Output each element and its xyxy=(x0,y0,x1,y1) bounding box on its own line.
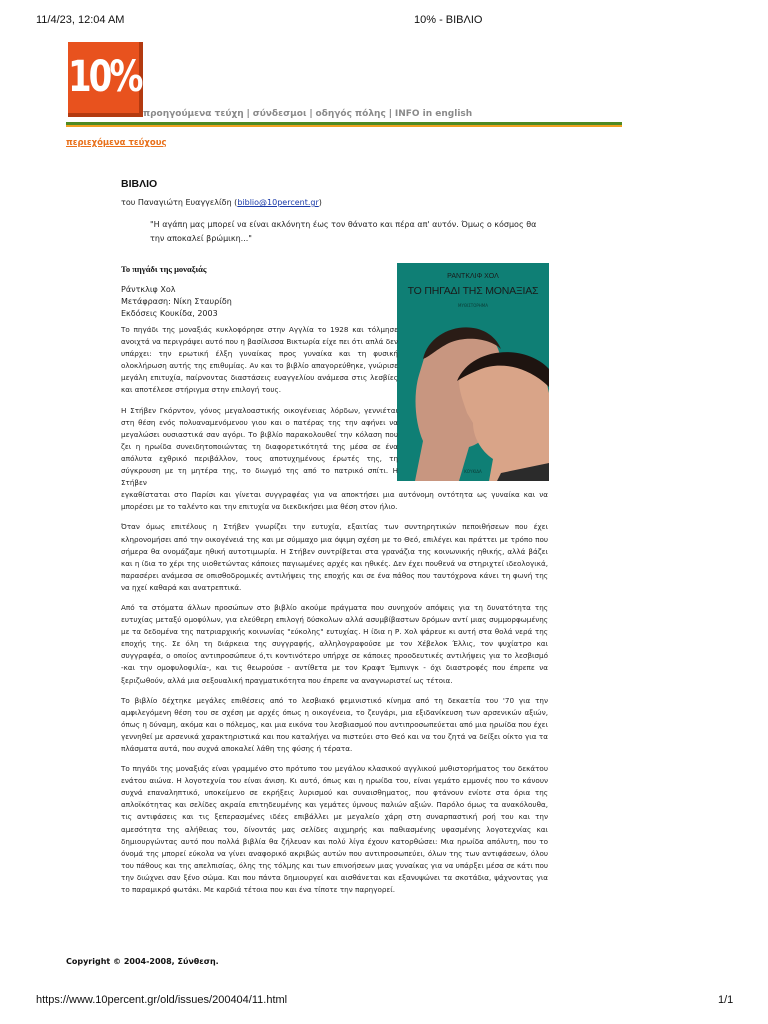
byline-suffix: ) xyxy=(318,198,322,207)
print-header-title: 10% - ΒΙΒΛΙΟ xyxy=(414,14,483,26)
nav-separator: | xyxy=(388,109,392,119)
nav-links[interactable]: σύνδεσμοι xyxy=(252,109,307,119)
site-logo[interactable] xyxy=(68,42,143,117)
nav-info-english[interactable]: INFO in english xyxy=(394,109,473,119)
nav-separator: | xyxy=(309,109,313,119)
book-author: Ράντκλιφ Χολ xyxy=(121,285,176,294)
nav-separator: | xyxy=(246,109,250,119)
cover-publisher: ΚΟΥΚΙΔΑ xyxy=(464,469,482,474)
author-email-link[interactable]: biblio@10percent.gr xyxy=(237,198,319,207)
byline-prefix: του Παναγιώτη Ευαγγελίδη ( xyxy=(121,198,238,207)
article-paragraph: Η Στήβεν Γκόρντον, γόνος μεγαλοαστικής οικογένειας λόρδων, γεννιέται στη θέση ενός πολυαναμενόμενου γιου και ο πατέρας της την αφήνει να μεγαλώσει ουσιαστικά σαν αγόρι. Το βιβλίο παρακολουθεί την κόλαση που ζει η ηρωίδα συνειδητοποιώντας τη διαφορετικότητά της μέσα σε ένα απόλυτα εχθρικό περιβάλλον, τους αποτυχημένους έρωτές της, τη σύγκρουση με τη μητέρα της, το διωγμό της από το πατρικό σπίτι. Η Στήβεν xyxy=(121,405,398,488)
book-translation: Μετάφραση: Νίκη Σταυρίδη xyxy=(121,297,232,306)
cover-title: ΤΟ ΠΗΓΑΔΙ ΤΗΣ ΜΟΝΑΞΙΑΣ xyxy=(407,285,539,297)
book-meta xyxy=(121,284,232,320)
copyright-notice: Copyright © 2004-2008, Σύνθεση. xyxy=(66,957,219,966)
header-rule-orange xyxy=(66,125,622,127)
nav-previous-issues[interactable]: προηγούμενα τεύχη xyxy=(143,109,244,119)
epigraph-quote: "Η αγάπη μας μπορεί να είναι ακλόνητη έως τον θάνατο και πέρα απ' αυτόν. Όμως ο κόσμος θα την αποκαλεί βρώμικη..." xyxy=(150,220,537,243)
article-paragraph: Το βιβλίο δέχτηκε μεγάλες επιθέσεις από το λεσβιακό φεμινιστικό κίνημα από τη δεκαετία του '70 για την αμφιλεγόμενη θέση του σε σχέση με αρχές όπως η οικογένεια, το ζευγάρι, μια εξιδανίκευση των αρσενικών αξιών, όπως η δύναμη, ακόμα και ο πόλεμος, και μια εικόνα του λεσβιασμού που αντιπροσωπεύεται από μια ηρωίδα που έχει γεννηθεί με αρσενικά χαρακτηριστικά και που καταλήγει να πιστεύει στο Θεό και να του ζητά να δείξει οίκτο για τα πλάσματα αυτά, που συχνά αποκαλεί λάθη της φύσης ή τέρατα. xyxy=(121,695,548,753)
nav-city-guide[interactable]: οδηγός πόλης xyxy=(315,109,386,119)
issue-contents-link[interactable]: περιεχόμενα τεύχους xyxy=(66,138,167,148)
byline xyxy=(121,198,322,207)
logo-text: 10% xyxy=(68,52,141,102)
cover-subtitle: ΜΥΘΙΣΤΟΡΗΜΑ xyxy=(458,303,488,308)
print-header-datetime: 11/4/23, 12:04 AM xyxy=(36,14,125,26)
cover-author: ΡΑΝΤΚΛΙΦ ΧΟΛ xyxy=(447,273,499,280)
article-body xyxy=(121,324,548,904)
article-paragraph: Όταν όμως επιτέλους η Στήβεν γνωρίζει την ευτυχία, εξαιτίας των συντηρητικών πεποιθήσεων που έχει κληρονομήσει από την οικογένειά της και με σύμμαχο μια όψιμη σχέση με το Θεό, επιλέγει και πράττει με τρόπο που σήμερα θα ονομάζαμε ηθική αυτοτιμωρία. Η Στήβεν συντρίβεται στα γρανάζια της κοινωνικής ηθικής, αλλά βάζει και η ίδια το χέρι της υιοθετώντας κάποιες παγιωμένες αρχές και ηθικές. Δεν έχει πουθενά να στηριχτεί ιδεολογικά, παρασέρει ανάμεσα σε οπισθοδρομικές αντιλήψεις της εποχής και σε ένα πάθος που ταυτόχρονα κάνει τη φωνή της να ηχεί καθαρά και ανατρεπτικά. xyxy=(121,522,548,592)
book-title: Το πηγάδι της μοναξιάς xyxy=(121,264,207,274)
book-publisher: Εκδόσεις Κουκίδα, 2003 xyxy=(121,309,218,318)
article-paragraph: Από τα στόματα άλλων προσώπων στο βιβλίο ακούμε πράγματα που συνηχούν απόψεις για τη δυνατότητα της ευτυχίας μεταξύ ομοφύλων, για ελεύθερη επιλογή δύσκολων αλλά ασυμβίβαστων δρόμων αντί μιας συμμορφωμένης με τα δεδομένα της πατριαρχικής κοινωνίας "εύκολης" ευτυχίας. Η ίδια η Ρ. Χολ ψάρευε κι αυτή στα θολά νερά της εποχής της. Σε όλη τη διάρκεια της συγγραφής, αλληλογραφούσε με τον Χέβελοκ Έλλις, τον ψυχίατρο και συγγραφέα, ο οποίος αντιπροσώπευε ό,τι κοντινότερο υπήρχε σε κάποιες προοδευτικές αντιλήψεις για το λεσβισμό -και την ομοφυλοφιλία-, και τις θεωρούσε - αντίθετα με τον Κραφτ Έμπινγκ - όχι διαστροφές που έπρεπε να ξεριζωθούν, αλλά μια σεξουαλική πραγματικότητα που έπρεπε να αναγνωριστεί ως τέτοια. xyxy=(121,602,548,685)
article-paragraph: εγκαθίσταται στο Παρίσι και γίνεται συγγραφέας για να αποκτήσει μια αυτόνομη οντότητα ως γυναίκα και να μπορέσει με το ταλέντο και την επιτυχία να διεκδικήσει μια θέση στον ήλιο. xyxy=(121,490,548,512)
top-navigation xyxy=(143,109,472,119)
article-paragraph: Το πηγάδι της μοναξιάς είναι γραμμένο στο πρότυπο του μεγάλου κλασικού αγγλικού μυθιστορήματος του δεκάτου ενάτου αιώνα. Η λογοτεχνία του είναι άνιση. Κι αυτό, όπως και η ηρωίδα του, είναι γεμάτο εμμονές που το κάνουν συχνά επαναληπτικό, υποκείμενο σε εκρήξεις λυρισμού και συναισθηματος, που φτάνουν ενίοτε στα όρια της απλοϊκότητας και σελίδες ακραία επιτηδευμένης και γεμάτες ύμνους παλιών αξιών. Παρόλο όμως τα ανακόλουθα, τις αντιφάσεις και τις ξεπερασμένες ιδέες επιβάλλει με μεγαλείο χάρη στη συναρπαστική ροή του και την αμεσότητα της αλήθειας του, δίνοντάς μας σελίδες αιχμηρής και παθιασμένης υφασμένης λογοτεχνίας και δημιουργώντας αυτό που πολλά βιβλία θα ζήλευαν και πολύ λίγα έχουν κατορθώσει: Μια ηρωίδα απόλυτη, που το όνομά της μπορεί εύκολα να γίνει αναφορικό ακριβώς αυτών που αντιπροσωπεύει, όλων της των αντιφάσεων, όλου του πάθους και της απελπισίας, όλης της τόλμης και των επινοήσεων μιας γυναίκας για να υπάρξει μέσα σε κάτι που την διώχνει σαν ξένο σώμα. Και που πάντα δημιουργεί και αισθάνεται και εξανυψώνει τα σκοτάδια, ψάχνοντας για το παραμικρό φωτάκι. Με καρδιά τέτοια που και ένα τίποτε την παρηγορεί. xyxy=(121,764,548,895)
print-footer-page: 1/1 xyxy=(718,994,734,1006)
article-paragraph: Το πηγάδι της μοναξιάς κυκλοφόρησε στην Αγγλία το 1928 και τόλμησε ανοιχτά να περιγράψει αυτό που η βασίλισσα Βικτωρία είχε πει ότι απλά δεν υπάρχει: την ερωτική έλξη γυναίκας προς γυναίκα και τη φυσική ολοκλήρωση αυτής της επιθυμίας. Αν και το βιβλίο απαγορεύθηκε, γνώρισε μεγάλη επιτυχία, παίρνοντας διαστάσεις ευαγγελίου ανάμεσα στις λεσβίες και αποτέλεσε στήριγμα στην επιλογή τους. xyxy=(121,325,398,395)
print-footer-url: https://www.10percent.gr/old/issues/200404/11.html xyxy=(36,994,288,1006)
page-title: ΒΙΒΛΙΟ xyxy=(121,178,158,190)
